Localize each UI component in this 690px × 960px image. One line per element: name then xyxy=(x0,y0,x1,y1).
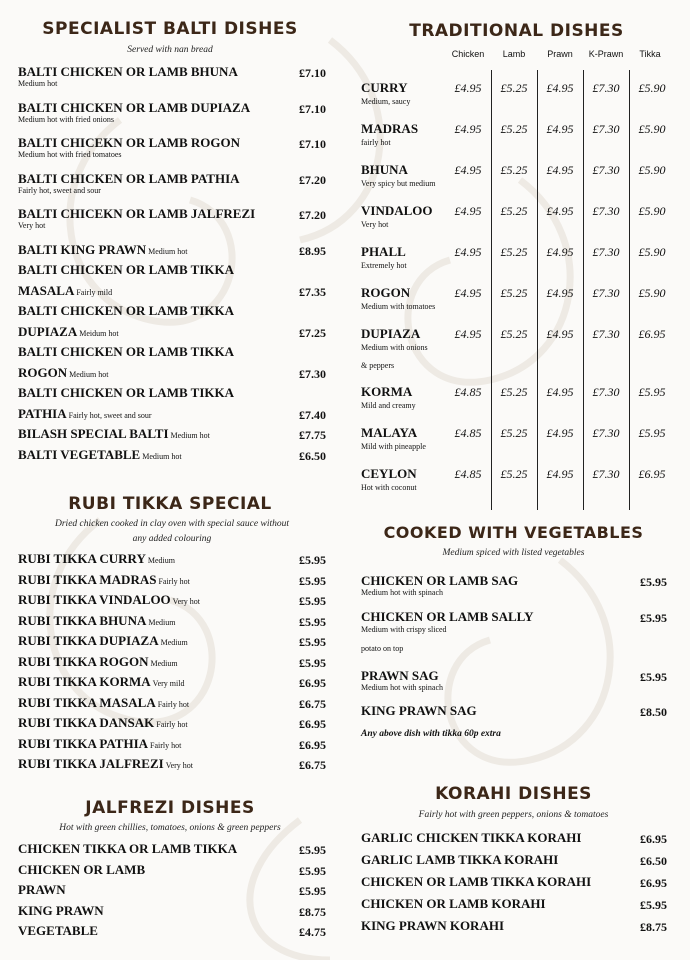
menu-item: BALTI CHICKEN OR LAMB TIKKA xyxy=(18,262,234,277)
table-row: ROGON Medium with tomatoes £4.95 £5.25 £4.95 £7.30 £5.90 xyxy=(361,285,666,311)
vegetables-list xyxy=(361,572,667,739)
korahi-subtitle: Fairly hot with green peppers, onions & tomatoes xyxy=(418,810,609,820)
menu-item: PRAWN SAG Medium hot with spinach £5.95 xyxy=(361,667,667,692)
menu-item: BALTI CHICKEN OR LAMB BHUNA Medium hot £7.10 xyxy=(18,64,326,88)
menu-item: CHICKEN OR LAMB SALLY Medium with crispy sliced potato on top £5.95 xyxy=(361,608,667,653)
traditional-column-headers xyxy=(361,47,672,63)
traditional-table xyxy=(361,70,672,510)
vegetables-section xyxy=(361,523,672,561)
menu-item: BALTI CHICEKN OR LAMB ROGON Medium hot with fried tomatoes £7.10 xyxy=(18,135,326,159)
table-row: MALAYA Mild with pineapple £4.85 £5.25 £4.95 £7.30 £5.95 xyxy=(361,425,666,451)
column-header: K-Prawn xyxy=(588,49,624,59)
column-header: Chicken xyxy=(451,49,485,59)
table-row: DUPIAZA Medium with onions & peppers £4.95 £5.25 £4.95 £7.30 £6.95 xyxy=(361,326,666,370)
menu-item: KING PRAWN £8.75 xyxy=(18,902,326,919)
menu-item: RUBI TIKKA MADRAS Fairly hot £5.95 xyxy=(18,571,326,588)
menu-item: GARLIC CHICKEN TIKKA KORAHI £6.95 xyxy=(361,830,667,846)
menu-item: CHICKEN OR LAMB SAG Medium hot with spinach £5.95 xyxy=(361,573,667,597)
table-row: MADRAS fairly hot £4.95 £5.25 £4.95 £7.30 £5.90 xyxy=(361,121,666,147)
menu-item: KING PRAWN KORAHI £8.75 xyxy=(361,918,667,934)
menu-item: BALTI CHICKEN OR LAMB TIKKA xyxy=(18,344,234,359)
menu-item: CHICKEN TIKKA OR LAMB TIKKA £5.95 xyxy=(18,841,326,857)
menu-item: BALTI CHICKEN OR LAMB PATHIA Fairly hot, sweet and sour £7.20 xyxy=(18,170,326,195)
traditional-title: TRADITIONAL DISHES xyxy=(409,21,624,41)
menu-item: BALTI CHICKEN OR LAMB TIKKA xyxy=(18,385,234,400)
menu-item: BILASH SPECIAL BALTI Medium hot £7.75 xyxy=(18,426,326,442)
menu-item: RUBI TIKKA CURRY Medium £5.95 xyxy=(18,551,326,567)
menu-item: BALTI CHICEKN OR LAMB JALFREZI Very hot £7.20 xyxy=(18,206,326,230)
specialist-balti-list xyxy=(18,63,326,466)
column-header: Tikka xyxy=(639,49,661,59)
column-header: Prawn xyxy=(547,49,573,59)
specialist-balti-subtitle: Served with nan bread xyxy=(127,45,213,55)
menu-item: RUBI TIKKA ROGON Medium £5.95 xyxy=(18,653,326,670)
menu-item: VEGETABLE £4.75 xyxy=(18,923,326,939)
menu-item: CHICKEN OR LAMB TIKKA KORAHI £6.95 xyxy=(361,874,667,890)
table-row: PHALL Extremely hot £4.95 £5.25 £4.95 £7.30 £5.90 xyxy=(361,244,666,270)
vegetables-title: COOKED WITH VEGETABLES xyxy=(383,523,644,542)
vegetables-subtitle: Medium spiced with listed vegetables xyxy=(442,548,585,558)
jalfrezi-section xyxy=(18,798,326,836)
column-header: Lamb xyxy=(502,49,526,59)
tikka-note: Any above dish with tikka 60p extra xyxy=(361,728,501,739)
menu-item: RUBI TIKKA KORMA Very mild £6.95 xyxy=(18,674,326,690)
menu-item: RUBI TIKKA MASALA Fairly hot £6.75 xyxy=(18,694,326,711)
menu-item: RUBI TIKKA DANSAK Fairly hot £6.95 xyxy=(18,715,326,731)
menu-item: BALTI VEGETABLE Medium hot £6.50 xyxy=(18,446,326,463)
menu-item: RUBI TIKKA DUPIAZA Medium £5.95 xyxy=(18,633,326,649)
korahi-title: KORAHI DISHES xyxy=(435,784,592,804)
menu-item: CHICKEN OR LAMB KORAHI £5.95 xyxy=(361,896,667,912)
table-row: BHUNA Very spicy but medium £4.95 £5.25 £4.95 £7.30 £5.90 xyxy=(361,162,666,188)
rubi-tikka-list xyxy=(18,550,326,776)
jalfrezi-title: JALFREZI DISHES xyxy=(85,798,255,818)
table-row: CEYLON Hot with coconut £4.85 £5.25 £4.95 £7.30 £6.95 xyxy=(361,466,666,492)
menu-item: MASALA Fairly mild £7.35 xyxy=(18,282,326,299)
menu-item: PRAWN £5.95 xyxy=(18,882,326,898)
rubi-tikka-section xyxy=(18,494,326,547)
menu-item: PATHIA Fairly hot, sweet and sour £7.40 xyxy=(18,405,326,422)
specialist-balti-title: SPECIALIST BALTI DISHES xyxy=(42,19,298,39)
table-row: VINDALOO Very hot £4.95 £5.25 £4.95 £7.30 £5.90 xyxy=(361,203,666,229)
menu-item: DUPIAZA Meidum hot £7.25 xyxy=(18,323,326,340)
menu-item: BALTI KING PRAWN Medium hot £8.95 xyxy=(18,241,326,258)
menu-item: RUBI TIKKA PATHIA Fairly hot £6.95 xyxy=(18,735,326,752)
menu-item: KING PRAWN SAG £8.50 xyxy=(361,703,667,719)
menu-item: ROGON Medium hot £7.30 xyxy=(18,364,326,381)
specialist-balti-section xyxy=(18,19,326,58)
menu-item: RUBI TIKKA JALFREZI Very hot £6.75 xyxy=(18,756,326,772)
menu-item: CHICKEN OR LAMB £5.95 xyxy=(18,861,326,878)
rubi-tikka-title: RUBI TIKKA SPECIAL xyxy=(68,494,272,514)
menu-item: BALTI CHICKEN OR LAMB DUPIAZA Medium hot with fried onions £7.10 xyxy=(18,99,326,124)
korahi-section xyxy=(361,784,672,823)
table-row: CURRY Medium, saucy £4.95 £5.25 £4.95 £7.30 £5.90 xyxy=(361,80,666,106)
menu-item: GARLIC LAMB TIKKA KORAHI £6.50 xyxy=(361,852,667,868)
jalfrezi-list xyxy=(18,840,326,943)
menu-item: RUBI TIKKA BHUNA Medium £5.95 xyxy=(18,612,326,629)
rubi-tikka-subtitle-2: any added colouring xyxy=(132,534,212,544)
table-row: KORMA Mild and creamy £4.85 £5.25 £4.95 £7.30 £5.95 xyxy=(361,384,666,410)
korahi-list xyxy=(361,829,667,939)
rubi-tikka-subtitle: Dried chicken cooked in clay oven with special sauce without xyxy=(55,519,289,529)
menu-item: RUBI TIKKA VINDALOO Very hot £5.95 xyxy=(18,592,326,608)
menu-item: BALTI CHICKEN OR LAMB TIKKA xyxy=(18,303,234,318)
jalfrezi-subtitle: Hot with green chillies, tomatoes, onions & green peppers xyxy=(59,823,281,833)
